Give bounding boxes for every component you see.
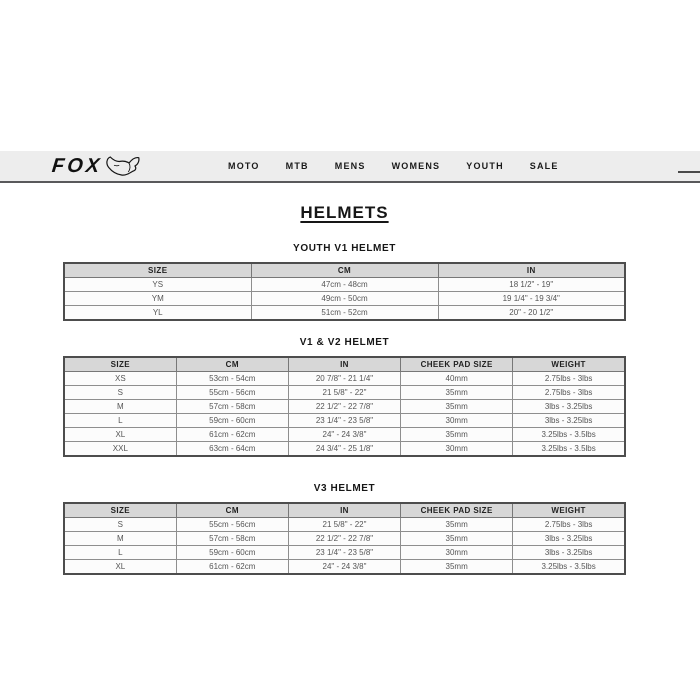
header-row [64, 503, 625, 518]
header-row [64, 263, 625, 278]
column-header: CM [176, 503, 288, 518]
table-cell: 2.75lbs - 3lbs [513, 372, 625, 386]
table-cell: YM [64, 292, 251, 306]
table-cell: 20 7/8" - 21 1/4" [288, 372, 400, 386]
table-cell: 3.25lbs - 3.5lbs [513, 560, 625, 575]
table-cell: 35mm [401, 560, 513, 575]
size-chart-table [63, 502, 626, 575]
table-cell: M [64, 400, 176, 414]
nav-item-sale[interactable]: SALE [529, 161, 559, 171]
fox-logo-text: FOX [50, 154, 104, 177]
table-cell: 61cm - 62cm [176, 428, 288, 442]
table-cell: 63cm - 64cm [176, 442, 288, 457]
table-cell: 61cm - 62cm [176, 560, 288, 575]
table-cell: 3lbs - 3.25lbs [513, 414, 625, 428]
column-header: SIZE [64, 503, 176, 518]
table-cell: 24 3/4" - 25 1/8" [288, 442, 400, 457]
table-row [64, 532, 625, 546]
size-chart-table [63, 262, 626, 321]
table-cell: 51cm - 52cm [251, 306, 438, 321]
table-cell: M [64, 532, 176, 546]
column-header: IN [288, 357, 400, 372]
table-cell: L [64, 546, 176, 560]
column-header: IN [438, 263, 625, 278]
table-cell: 3lbs - 3.25lbs [513, 546, 625, 560]
column-header: SIZE [64, 357, 176, 372]
table-row [64, 386, 625, 400]
table-cell: 35mm [401, 386, 513, 400]
size-chart-table [63, 356, 626, 457]
table-cell: S [64, 386, 176, 400]
table-cell: 22 1/2" - 22 7/8" [288, 400, 400, 414]
table-cell: 18 1/2" - 19" [438, 278, 625, 292]
table-cell: 30mm [401, 414, 513, 428]
top-navigation-bar [0, 151, 700, 183]
column-header: CM [176, 357, 288, 372]
table-cell: 57cm - 58cm [176, 400, 288, 414]
column-header: SIZE [64, 263, 251, 278]
table-row [64, 560, 625, 575]
table-cell: 59cm - 60cm [176, 414, 288, 428]
size-chart-table-container [63, 502, 626, 575]
table-cell: 49cm - 50cm [251, 292, 438, 306]
table-cell: S [64, 518, 176, 532]
column-header: CHEEK PAD SIZE [401, 503, 513, 518]
table-cell: L [64, 414, 176, 428]
table-row [64, 546, 625, 560]
section-heading: V3 HELMET [313, 483, 376, 494]
table-cell: 20" - 20 1/2" [438, 306, 625, 321]
table-cell: 2.75lbs - 3lbs [513, 386, 625, 400]
table-cell: 24" - 24 3/8" [288, 428, 400, 442]
size-chart-table-container [63, 262, 626, 321]
table-cell: 59cm - 60cm [176, 546, 288, 560]
table-cell: 23 1/4" - 23 5/8" [288, 414, 400, 428]
table-cell: 21 5/8" - 22" [288, 386, 400, 400]
column-header: CHEEK PAD SIZE [401, 357, 513, 372]
table-cell: 57cm - 58cm [176, 532, 288, 546]
header-right-dash [678, 171, 700, 173]
table-cell: 35mm [401, 518, 513, 532]
nav-item-mtb[interactable]: MTB [285, 161, 309, 171]
table-cell: XS [64, 372, 176, 386]
table-cell: YS [64, 278, 251, 292]
table-cell: 30mm [401, 546, 513, 560]
table-cell: 22 1/2" - 22 7/8" [288, 532, 400, 546]
table-cell: XL [64, 428, 176, 442]
table-cell: 21 5/8" - 22" [288, 518, 400, 532]
page-title: HELMETS [300, 203, 389, 222]
table-row [64, 306, 625, 321]
nav-item-womens[interactable]: WOMENS [391, 161, 441, 171]
table-row [64, 442, 625, 457]
table-cell: 3.25lbs - 3.5lbs [513, 428, 625, 442]
header-row [64, 357, 625, 372]
table-cell: 55cm - 56cm [176, 518, 288, 532]
table-row [64, 518, 625, 532]
size-chart-table-container [63, 356, 626, 457]
table-row [64, 400, 625, 414]
section-heading: V1 & V2 HELMET [299, 337, 390, 348]
fox-logo[interactable] [52, 153, 141, 179]
section-heading: YOUTH V1 HELMET [293, 243, 396, 254]
size-chart-content [63, 203, 626, 591]
section-v3-helmet [63, 483, 626, 575]
table-cell: YL [64, 306, 251, 321]
nav-item-youth[interactable]: YOUTH [466, 161, 504, 171]
table-cell: 35mm [401, 428, 513, 442]
table-cell: 55cm - 56cm [176, 386, 288, 400]
section-v1-v2-helmet [63, 337, 626, 457]
table-cell: 35mm [401, 400, 513, 414]
table-row [64, 428, 625, 442]
nav-item-mens[interactable]: MENS [334, 161, 366, 171]
column-header: CM [251, 263, 438, 278]
table-cell: 30mm [401, 442, 513, 457]
table-row [64, 278, 625, 292]
table-cell: XXL [64, 442, 176, 457]
table-cell: 40mm [401, 372, 513, 386]
table-row [64, 414, 625, 428]
fox-head-icon [105, 154, 141, 178]
column-header: WEIGHT [513, 357, 625, 372]
table-row [64, 292, 625, 306]
table-cell: 3.25lbs - 3.5lbs [513, 442, 625, 457]
table-cell: 47cm - 48cm [251, 278, 438, 292]
section-youth-v1-helmet [63, 243, 626, 321]
table-cell: 53cm - 54cm [176, 372, 288, 386]
table-cell: 2.75lbs - 3lbs [513, 518, 625, 532]
table-cell: XL [64, 560, 176, 575]
main-nav [228, 151, 559, 181]
table-cell: 35mm [401, 532, 513, 546]
table-row [64, 372, 625, 386]
table-cell: 23 1/4" - 23 5/8" [288, 546, 400, 560]
column-header: WEIGHT [513, 503, 625, 518]
table-cell: 3lbs - 3.25lbs [513, 400, 625, 414]
table-cell: 19 1/4" - 19 3/4" [438, 292, 625, 306]
table-cell: 3lbs - 3.25lbs [513, 532, 625, 546]
column-header: IN [288, 503, 400, 518]
table-cell: 24" - 24 3/8" [288, 560, 400, 575]
nav-item-moto[interactable]: MOTO [228, 161, 260, 171]
